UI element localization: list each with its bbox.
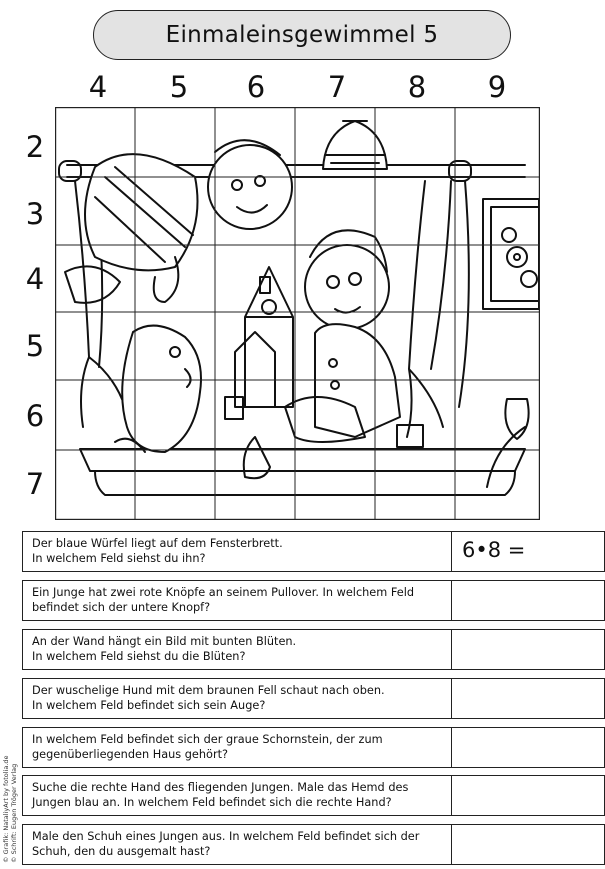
task-row	[22, 531, 605, 572]
worksheet-title: Einmaleinsgewimmel 5	[93, 10, 511, 60]
task-text: An der Wand hängt ein Bild mit bunten Blüten. In welchem Feld siehst du die Blüten?	[32, 635, 297, 663]
task-question	[32, 780, 452, 810]
column-label: 5	[169, 70, 189, 104]
task-row	[22, 775, 605, 816]
answer-divider	[451, 825, 452, 864]
credit-line: © Grafik: NataliyArt by fotolia.de	[2, 755, 10, 863]
task-question	[32, 732, 452, 762]
task-question	[32, 585, 452, 615]
row-label: 7	[25, 467, 45, 501]
answer-divider	[451, 728, 452, 767]
answer-divider	[451, 630, 452, 669]
answer-divider	[451, 581, 452, 620]
column-label: 9	[487, 70, 507, 104]
task-question	[32, 683, 452, 713]
credit-line: © Schrift: Eugen Tröger Verlag	[10, 763, 18, 863]
task-question	[32, 829, 452, 859]
answer-divider	[451, 776, 452, 815]
task-text: Der wuschelige Hund mit dem braunen Fell schaut nach oben. In welchem Feld befindet sich sein Auge?	[32, 684, 385, 712]
task-text: Suche die rechte Hand des fliegenden Jungen. Male das Hemd des Jungen blau an. In welchem Feld befindet sich die rechte Hand?	[32, 781, 409, 809]
answer-divider	[451, 679, 452, 718]
column-label: 7	[327, 70, 347, 104]
answer-divider	[451, 532, 452, 571]
task-text: Male den Schuh eines Jungen aus. In welchem Feld befindet sich der Schuh, den du ausgemalt hast?	[32, 830, 420, 858]
column-label: 6	[246, 70, 266, 104]
column-label: 8	[407, 70, 427, 104]
answer-field[interactable]: 6•8 =	[462, 538, 526, 562]
row-label: 5	[25, 329, 45, 363]
task-text: Der blaue Würfel liegt auf dem Fensterbrett. In welchem Feld siehst du ihn?	[32, 537, 283, 565]
row-label: 6	[25, 399, 45, 433]
row-label: 3	[25, 197, 45, 231]
task-row	[22, 580, 605, 621]
task-row	[22, 727, 605, 768]
task-row	[22, 629, 605, 670]
task-text: Ein Junge hat zwei rote Knöpfe an seinem Pullover. In welchem Feld befindet sich der untere Knopf?	[32, 586, 414, 614]
task-question	[32, 634, 452, 664]
coloring-picture-grid[interactable]	[55, 107, 540, 520]
task-row	[22, 678, 605, 719]
task-text: In welchem Feld befindet sich der graue Schornstein, der zum gegenüberliegenden Haus gehört?	[32, 733, 383, 761]
row-label: 4	[25, 262, 45, 296]
task-row	[22, 824, 605, 865]
task-question	[32, 536, 452, 566]
row-label: 2	[25, 130, 45, 164]
copyright-credits	[2, 745, 16, 865]
column-label: 4	[88, 70, 108, 104]
